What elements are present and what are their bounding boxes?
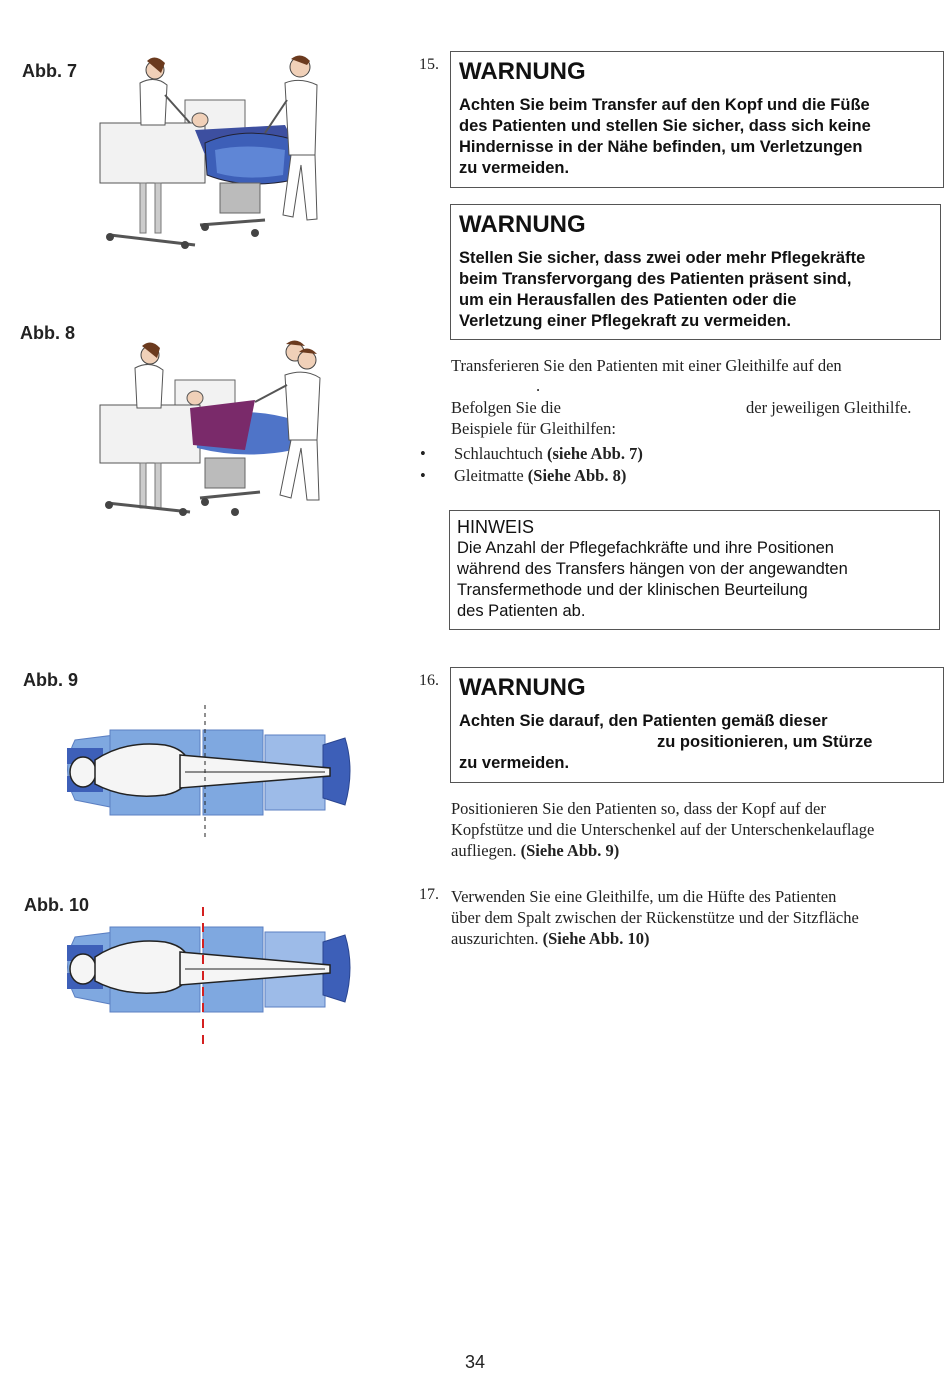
page-number: 34 (464, 1352, 486, 1372)
follow-instructions-tail: der jeweiligen Gleithilfe. (746, 398, 912, 417)
figure-label-abb9: Abb. 9 (23, 670, 79, 690)
note-line: Transfermethode und der klinischen Beurteilung (457, 581, 808, 599)
note-line: während des Transfers hängen von der angewandten (457, 560, 848, 578)
warning-line: beim Transfervorgang des Patienten präsent sind, (459, 270, 852, 288)
note-line: Die Anzahl der Pflegefachkräfte und ihre Positionen (457, 539, 834, 557)
note-box (449, 510, 940, 630)
figure-label-abb7: Abb. 7 (22, 61, 78, 81)
figure-abb9-illustration (55, 700, 355, 845)
transfer-instruction-dot: . (536, 376, 541, 395)
position-instruction: Positionieren Sie den Patienten so, dass der Kopf auf der Kopfstütze und die Unterschenkel auf der Unterschenkelauflage aufliegen. (Siehe Abb. 9) (451, 799, 875, 860)
warning-title: WARNUNG (459, 211, 586, 238)
warning-title: WARNUNG (459, 58, 586, 85)
warning-text (459, 95, 935, 179)
step-number-16: 16. (419, 672, 439, 689)
transfer-instruction: Transferieren Sie den Patienten mit einer Gleithilfe auf den (451, 356, 842, 375)
warning-line: zu positionieren, um Stürze (657, 733, 873, 751)
warning-line: des Patienten und stellen Sie sicher, dass sich keine (459, 117, 871, 135)
hip-alignment-instruction: Verwenden Sie eine Gleithilfe, um die Hüfte des Patienten über dem Spalt zwischen der Rückenstütze und der Sitzfläche auszurichten. (Siehe Abb. 10) (451, 887, 859, 948)
warning-line: Hindernisse in der Nähe befinden, um Verletzungen (459, 138, 863, 156)
figure-label-abb8: Abb. 8 (20, 323, 76, 343)
figure-label-abb10: Abb. 10 (24, 895, 90, 915)
figure-abb8-illustration (95, 340, 335, 520)
list-item: • Gleitmatte (Siehe Abb. 8) (420, 465, 643, 487)
figure-abb10-illustration (55, 905, 355, 1050)
warning-text (459, 711, 935, 774)
note-line: des Patienten ab. (457, 602, 586, 620)
figure-abb7-illustration (95, 55, 335, 255)
note-title: HINWEIS (457, 517, 535, 537)
warning-box-feet-head (450, 51, 944, 188)
follow-instructions: Befolgen Sie die (451, 398, 561, 417)
warning-text (459, 248, 932, 332)
step-number-17: 17. (419, 886, 439, 903)
warning-line: Achten Sie beim Transfer auf den Kopf und die Füße (459, 96, 870, 114)
warning-box-positioning (450, 667, 944, 783)
warning-line: Achten Sie darauf, den Patienten gemäß dieser (459, 712, 828, 730)
warning-line: zu vermeiden. (459, 159, 570, 177)
warning-line: zu vermeiden. (459, 754, 570, 772)
warning-title: WARNUNG (459, 674, 586, 701)
note-text (457, 538, 932, 622)
step-number-15: 15. (419, 56, 439, 73)
warning-box-two-caregivers (450, 204, 941, 340)
slide-aid-examples-heading: Beispiele für Gleithilfen: (451, 419, 616, 438)
warning-line: um ein Herausfallen des Patienten oder die (459, 291, 797, 309)
warning-line: Stellen Sie sicher, dass zwei oder mehr Pflegekräfte (459, 249, 866, 267)
slide-aid-list (420, 443, 643, 487)
warning-line: Verletzung einer Pflegekraft zu vermeiden. (459, 312, 791, 330)
list-item: • Schlauchtuch (siehe Abb. 7) (420, 443, 643, 465)
